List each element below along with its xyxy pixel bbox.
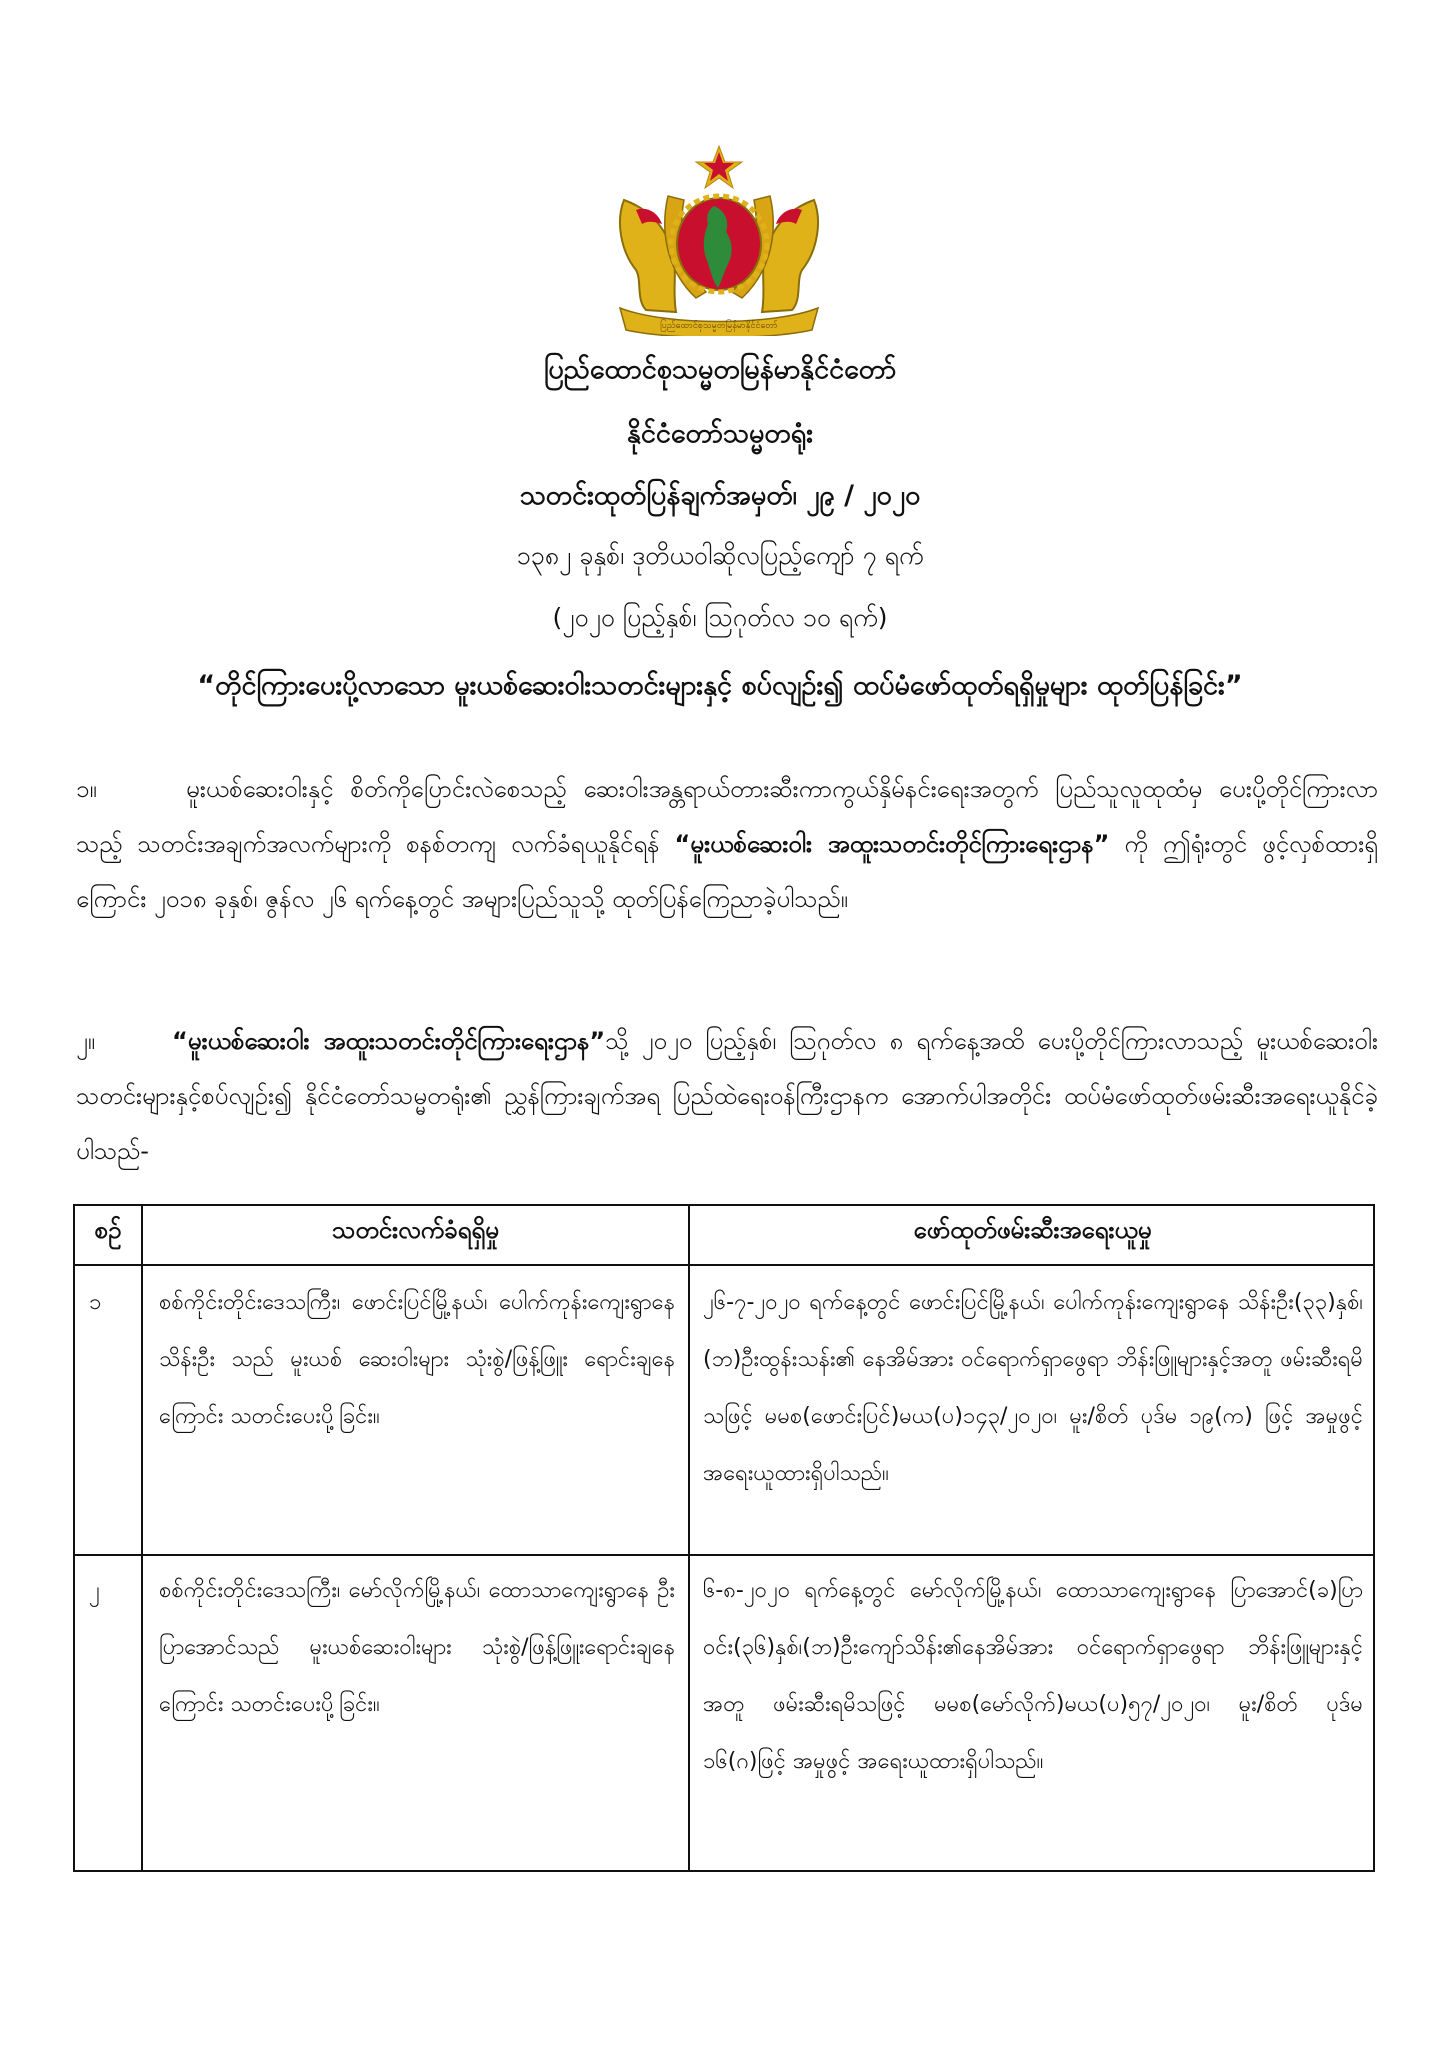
table-header-number: စဉ် xyxy=(94,1216,122,1244)
paragraph-1-number: ၁။ xyxy=(76,775,97,803)
press-release-number: သတင်းထုတ်ပြန်ချက်အမှတ်၊ ၂၉ / ၂၀၂၀ xyxy=(519,480,921,511)
table-cell-action: ၆-၈-၂၀၂၀ ရက်နေ့တွင် မော်လိုက်မြို့နယ်၊ ထောသာကျေးရွာနေ ပြာအောင်(ခ)ပြာဝင်း(၃၆)နှစ်၊(ဘ)ဦးကျော်သိန်း၏နေအိမ်အား ဝင်ရောက်ရှာဖွေရာ ဘိန်းဖြူများနှင့်အတူ ဖမ်းဆီးရမိသဖြင့် မမစ(မော်လိုက်)မယ(ပ)၅၇/၂၀၂၀၊ မူး/စိတ် ပုဒ်မ ၁၆(ဂ)ဖြင့် အမှုဖွင့် အရေးယူထားရှိပါသည်။ xyxy=(703,1578,1363,1774)
office-name: နိုင်ငံတော်သမ္မတရုံး xyxy=(626,418,814,449)
table-header-info-received: သတင်းလက်ခံရရှိမှု xyxy=(332,1216,499,1244)
emblem-banner-text: ပြည်ထောင်စုသမ္မတမြန်မာနိုင်ငံတော် xyxy=(660,321,778,331)
paragraph-1 xyxy=(76,762,1378,927)
gregorian-date: (၂၀၂၀ ပြည့်နှစ်၊ ဩဂုတ်လ ၁၀ ရက်) xyxy=(552,603,888,632)
paragraph-2-number: ၂။ xyxy=(76,1027,96,1055)
table-divider xyxy=(141,1206,143,1870)
release-title: “တိုင်ကြားပေးပို့လာသော မူးယစ်ဆေးဝါးသတင်းများနှင့် စပ်လျဉ်း၍ ထပ်မံဖော်ထုတ်ရရှိမှုများ ထုတ်ပြန်ခြင်း” xyxy=(197,670,1243,701)
country-name: ပြည်ထောင်စုသမ္မတမြန်မာနိုင်ငံတော် xyxy=(543,354,897,385)
paragraph-1-bold: “မူးယစ်ဆေးဝါး အထူးသတင်းတိုင်ကြားရေးဌာန” xyxy=(674,830,1110,858)
paragraph-1-text-a: မူးယစ်ဆေးဝါးနှင့် စိတ်ကိုပြောင်းလဲစေသည့် ဆေးဝါးအန္တရာယ်တားဆီးကာကွယ်နှိမ်နင်းရေးအတွက် ပြည်သူလူထုထံမှ ပေးပို့တိုင်ကြားလာသည့် သတင်းအချက်အလက်များကို စနစ်တကျ လက်ခံရယူနိုင်ရန် xyxy=(76,775,1378,858)
table-cell-number: ၂ xyxy=(89,1578,100,1603)
table-cell-number: ၁ xyxy=(89,1290,102,1315)
paragraph-1-text-b: ကို ဤရုံးတွင် ဖွင့်လှစ်ထားရှိကြောင်း ၂၀၁၈ ခုနှစ်၊ ဇွန်လ ၂၆ ရက်နေ့တွင် အများပြည်သူသို့ ထုတ်ပြန်ကြေညာခဲ့ပါသည်။ xyxy=(76,830,1378,913)
myanmar-date: ၁၃၈၂ ခုနှစ်၊ ဒုတိယဝါဆိုလပြည့်ကျော် ၇ ရက် xyxy=(516,541,924,570)
cases-table xyxy=(73,1204,1375,1872)
paragraph-2-bold: “မူးယစ်ဆေးဝါး အထူးသတင်းတိုင်ကြားရေးဌာန” xyxy=(172,1027,606,1055)
table-header-action-taken: ဖော်ထုတ်ဖမ်းဆီးအရေးယူမှု xyxy=(913,1216,1152,1244)
table-cell-action: ၂၆-၇-၂၀၂၀ ရက်နေ့တွင် ဖောင်းပြင်မြို့နယ်၊ ပေါက်ကုန်းကျေးရွာနေ သိန်းဦး(၃၃)နှစ်၊ (ဘ)ဦးထွန်းသန်း၏ နေအိမ်အား ဝင်ရောက်ရှာဖွေရာ ဘိန်းဖြူများနှင့်အတူ ဖမ်းဆီးရမိသဖြင့် မမစ(ဖောင်းပြင်)မယ(ပ)၁၄၃/၂၀၂၀၊ မူး/စိတ် ပုဒ်မ ၁၉(က) ဖြင့် အမှုဖွင့် အရေးယူထားရှိပါသည်။ xyxy=(703,1290,1363,1486)
table-cell-info: စစ်ကိုင်းတိုင်းဒေသကြီး၊ မော်လိုက်မြို့နယ်၊ ထောသာကျေးရွာနေ ဦးပြာအောင်သည် မူးယစ်ဆေးဝါးများ သုံးစွဲ/ဖြန့်ဖြူးရောင်းချနေကြောင်း သတင်းပေးပို့ခြင်း။ xyxy=(159,1578,675,1717)
table-divider xyxy=(75,1554,1373,1556)
table-cell-info: စစ်ကိုင်းတိုင်းဒေသကြီး၊ ဖောင်းပြင်မြို့နယ်၊ ပေါက်ကုန်းကျေးရွာနေ သိန်းဦး သည် မူးယစ် ဆေးဝါးများ သုံးစွဲ/ဖြန့်ဖြူး ရောင်းချနေကြောင်း သတင်းပေးပို့ခြင်း။ xyxy=(159,1290,675,1429)
table-divider xyxy=(688,1206,690,1870)
state-seal-emblem-icon xyxy=(606,140,832,336)
paragraph-2 xyxy=(76,1014,1378,1179)
paragraph-2-text: သို့ ၂၀၂၀ ပြည့်နှစ်၊ ဩဂုတ်လ ၈ ရက်နေ့အထိ ပေးပို့တိုင်ကြားလာသည့် မူးယစ်ဆေးဝါးသတင်းများနှင့်စပ်လျဉ်း၍ နိုင်ငံတော်သမ္မတရုံး၏ ညွှန်ကြားချက်အရ ပြည်ထဲရေးဝန်ကြီးဌာနက အောက်ပါအတိုင်း ထပ်မံဖော်ထုတ်ဖမ်းဆီးအရေးယူနိုင်ခဲ့ပါသည်- xyxy=(76,1027,1378,1165)
table-divider xyxy=(75,1264,1373,1266)
